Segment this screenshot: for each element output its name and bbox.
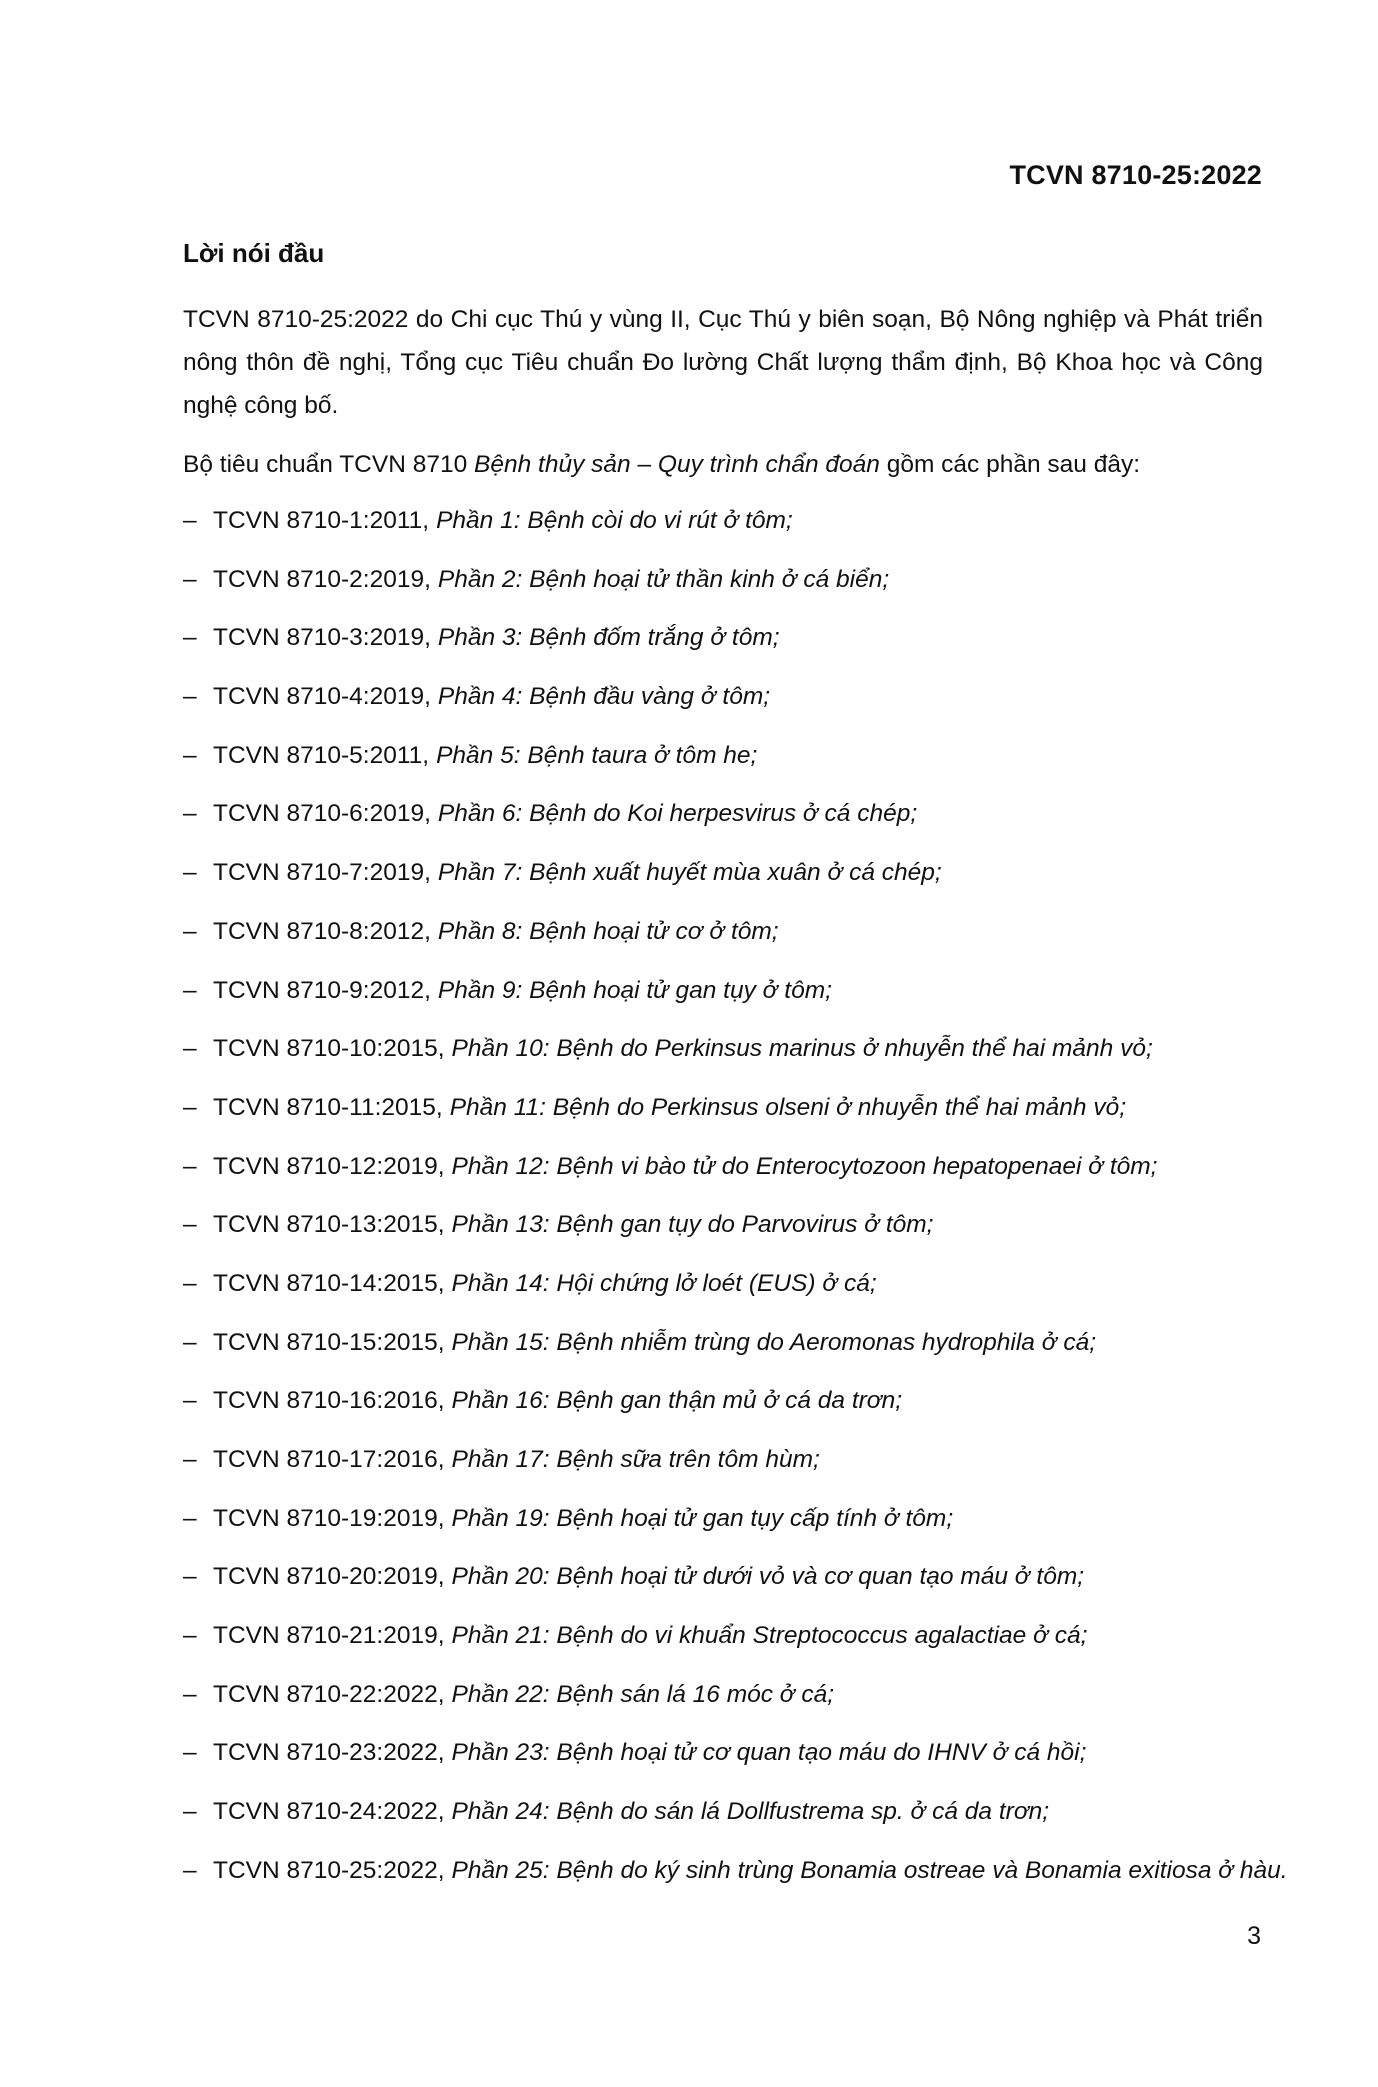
series-description — [183, 443, 1263, 486]
part-title: Phần 17: Bệnh sữa trên tôm hùm; — [451, 1446, 820, 1473]
list-dash: – — [183, 1563, 197, 1591]
list-item — [183, 851, 1303, 910]
list-item — [183, 734, 1303, 793]
part-code: TCVN 8710-3:2019, — [213, 624, 431, 652]
list-dash: – — [183, 1798, 197, 1826]
list-item — [183, 558, 1303, 617]
list-dash: – — [183, 1035, 197, 1063]
parts-list — [183, 499, 1303, 1908]
part-title: Phần 15: Bệnh nhiễm trùng do Aeromonas hydrophila ở cá; — [451, 1328, 1097, 1356]
list-item — [183, 616, 1303, 675]
list-item — [183, 1790, 1303, 1849]
part-code: TCVN 8710-17:2016, — [213, 1446, 445, 1473]
part-title: Phần 13: Bệnh gan tụy do Parvovirus ở tôm; — [451, 1211, 934, 1239]
document-code-header: TCVN 8710-25:2022 — [1009, 160, 1262, 190]
list-dash: – — [183, 859, 197, 887]
list-dash: – — [183, 1269, 197, 1297]
list-item — [183, 1379, 1303, 1438]
part-code: TCVN 8710-25:2022, — [213, 1856, 445, 1884]
list-item — [183, 1145, 1303, 1204]
part-title: Phần 8: Bệnh hoại tử cơ ở tôm; — [437, 917, 779, 945]
list-item — [183, 1262, 1303, 1321]
part-code: TCVN 8710-21:2019, — [213, 1622, 445, 1650]
part-title: Phần 6: Bệnh do Koi herpesvirus ở cá chép; — [437, 800, 918, 828]
part-code: TCVN 8710-10:2015, — [213, 1035, 445, 1063]
list-dash: – — [183, 624, 197, 652]
list-item — [183, 675, 1303, 734]
list-item — [183, 792, 1303, 851]
part-title: Phần 14: Hội chứng lở loét (EUS) ở cá; — [451, 1269, 877, 1297]
part-title: Phần 16: Bệnh gan thận mủ ở cá da trơn; — [451, 1387, 903, 1415]
page-number: 3 — [1247, 1922, 1261, 1950]
list-item — [183, 1203, 1303, 1262]
part-code: TCVN 8710-14:2015, — [213, 1269, 445, 1297]
part-title: Phần 22: Bệnh sán lá 16 móc ở cá; — [451, 1680, 835, 1708]
list-dash: – — [183, 683, 197, 711]
part-code: TCVN 8710-19:2019, — [213, 1504, 445, 1532]
series-title: Bệnh thủy sản – Quy trình chẩn đoán — [474, 451, 880, 478]
part-title: Phần 10: Bệnh do Perkinsus marinus ở nhuyễn thể hai mảnh vỏ; — [451, 1035, 1153, 1063]
list-item — [183, 1849, 1303, 1908]
list-item — [183, 1438, 1303, 1497]
list-dash: – — [183, 507, 197, 534]
part-title: Phần 25: Bệnh do ký sinh trùng Bonamia ostreae và Bonamia exitiosa ở hàu. — [451, 1856, 1288, 1884]
part-code: TCVN 8710-24:2022, — [213, 1798, 445, 1826]
part-title: Phần 21: Bệnh do vi khuẩn Streptococcus agalactiae ở cá; — [451, 1622, 1088, 1650]
part-title: Phần 12: Bệnh vi bào tử do Enterocytozoon hepatopenaei ở tôm; — [451, 1152, 1158, 1180]
part-title: Phần 2: Bệnh hoại tử thần kinh ở cá biển; — [437, 565, 890, 593]
part-title: Phần 19: Bệnh hoại tử gan tụy cấp tính ở tôm; — [451, 1504, 954, 1532]
part-code: TCVN 8710-23:2022, — [213, 1739, 445, 1767]
list-item — [183, 1614, 1303, 1673]
part-title: Phần 9: Bệnh hoại tử gan tụy ở tôm; — [437, 976, 832, 1004]
part-title: Phần 4: Bệnh đầu vàng ở tôm; — [437, 683, 771, 711]
list-item — [183, 499, 1303, 558]
part-code: TCVN 8710-7:2019, — [213, 859, 431, 887]
list-dash: – — [183, 800, 197, 828]
list-dash: – — [183, 1446, 197, 1473]
list-item — [183, 1497, 1303, 1556]
part-code: TCVN 8710-5:2011, — [213, 741, 430, 769]
list-dash: – — [183, 1856, 197, 1884]
list-dash: – — [183, 1387, 197, 1415]
part-code: TCVN 8710-12:2019, — [213, 1152, 445, 1180]
list-item — [183, 1731, 1303, 1790]
part-title: Phần 23: Bệnh hoại tử cơ quan tạo máu do IHNV ở cá hồi; — [451, 1739, 1087, 1767]
part-code: TCVN 8710-4:2019, — [213, 683, 431, 711]
list-dash: – — [183, 1093, 197, 1121]
list-item — [183, 1673, 1303, 1732]
part-code: TCVN 8710-2:2019, — [213, 565, 431, 593]
part-code: TCVN 8710-1:2011, — [213, 507, 430, 534]
part-code: TCVN 8710-15:2015, — [213, 1328, 445, 1356]
list-dash: – — [183, 1504, 197, 1532]
series-prefix: Bộ tiêu chuẩn TCVN 8710 — [183, 451, 475, 478]
part-code: TCVN 8710-13:2015, — [213, 1211, 445, 1239]
list-dash: – — [183, 1152, 197, 1180]
list-dash: – — [183, 1739, 197, 1767]
list-item — [183, 969, 1303, 1028]
list-item — [183, 1027, 1303, 1086]
part-title: Phần 11: Bệnh do Perkinsus olseni ở nhuyễn thể hai mảnh vỏ; — [449, 1093, 1127, 1121]
list-dash: – — [183, 1622, 197, 1650]
foreword-intro-paragraph: TCVN 8710-25:2022 do Chi cục Thú y vùng II, Cục Thú y biên soạn, Bộ Nông nghiệp và Phát triển nông thôn đề nghị, Tổng cục Tiêu chuẩn Đo lường Chất lượng thẩm định, Bộ Khoa học và Công nghệ công bố. — [183, 306, 1263, 419]
foreword-heading: Lời nói đầu — [183, 238, 325, 268]
part-title: Phần 24: Bệnh do sán lá Dollfustrema sp. ở cá da trơn; — [451, 1798, 1050, 1826]
part-title: Phần 1: Bệnh còi do vi rút ở tôm; — [436, 507, 793, 534]
list-dash: – — [183, 1211, 197, 1239]
part-code: TCVN 8710-9:2012, — [213, 976, 431, 1004]
series-suffix: gồm các phần sau đây: — [879, 451, 1141, 478]
list-dash: – — [183, 976, 197, 1004]
part-title: Phần 5: Bệnh taura ở tôm he; — [436, 741, 758, 769]
part-code: TCVN 8710-8:2012, — [213, 917, 431, 945]
list-item — [183, 910, 1303, 969]
list-dash: – — [183, 917, 197, 945]
part-title: Phần 20: Bệnh hoại tử dưới vỏ và cơ quan tạo máu ở tôm; — [451, 1563, 1085, 1591]
part-code: TCVN 8710-16:2016, — [213, 1387, 445, 1415]
part-title: Phần 3: Bệnh đốm trắng ở tôm; — [437, 624, 780, 652]
part-code: TCVN 8710-6:2019, — [213, 800, 431, 828]
list-item — [183, 1086, 1303, 1145]
part-code: TCVN 8710-11:2015, — [213, 1093, 443, 1121]
part-title: Phần 7: Bệnh xuất huyết mùa xuân ở cá chép; — [437, 859, 942, 887]
list-dash: – — [183, 1680, 197, 1708]
list-item — [183, 1555, 1303, 1614]
list-dash: – — [183, 565, 197, 593]
part-code: TCVN 8710-22:2022, — [213, 1680, 445, 1708]
list-dash: – — [183, 741, 197, 769]
part-code: TCVN 8710-20:2019, — [213, 1563, 445, 1591]
list-dash: – — [183, 1328, 197, 1356]
list-item — [183, 1321, 1303, 1380]
